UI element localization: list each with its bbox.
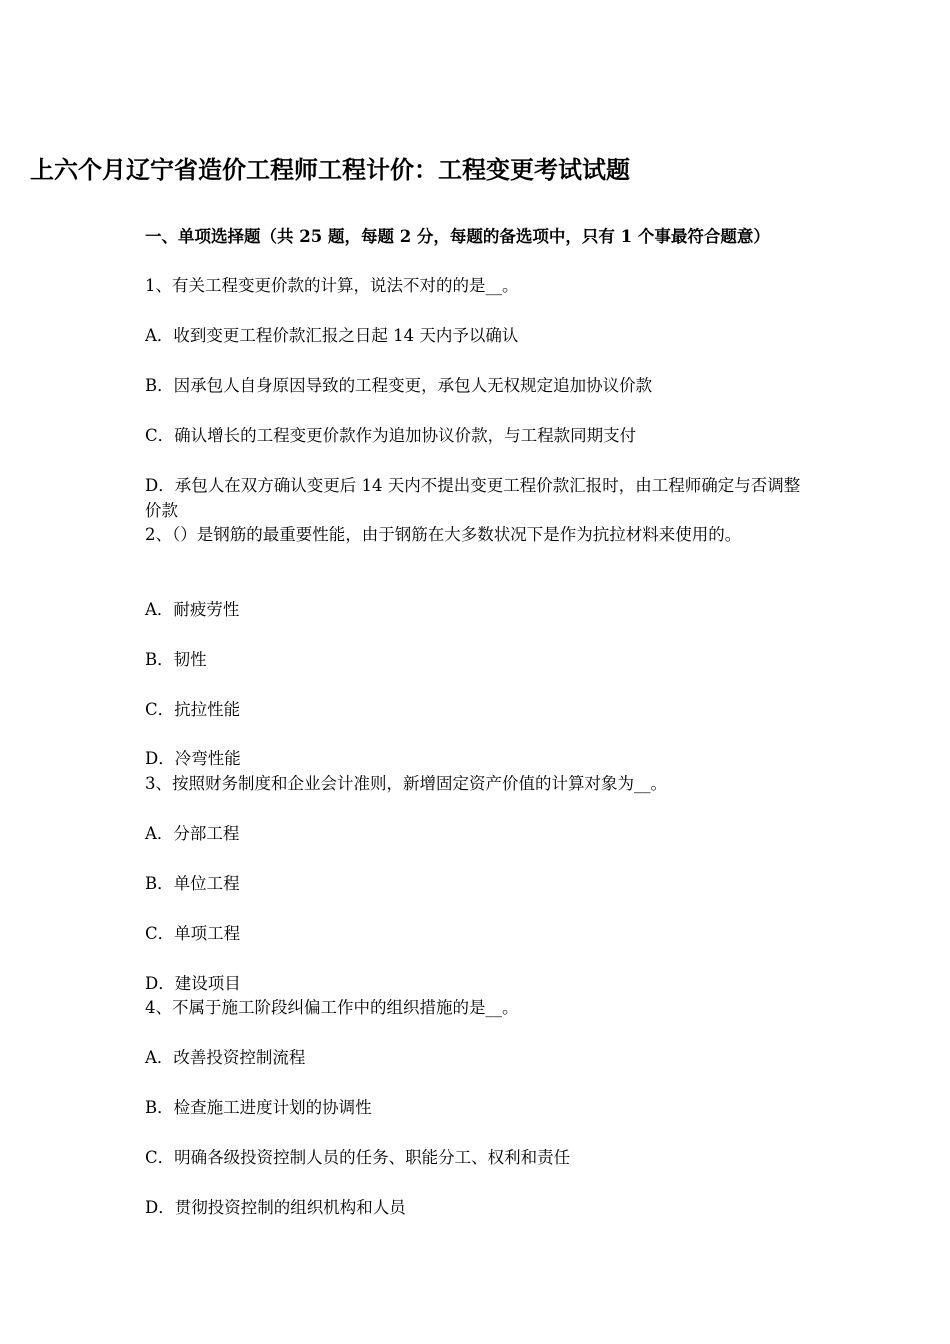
question-4-option-d: D．贯彻投资控制的组织机构和人员: [145, 1198, 406, 1217]
question-1: [145, 273, 810, 298]
question-1-option-b: B．因承包人自身原因导致的工程变更，承包人无权规定追加协议价款: [145, 376, 653, 395]
question-2-option-c: C．抗拉性能: [145, 700, 241, 719]
question-3-option-b: B．单位工程: [145, 874, 240, 893]
question-1-option-a: A．收到变更工程价款汇报之日起 14 天内予以确认: [145, 326, 519, 345]
question-3-option-a: A．分部工程: [145, 824, 240, 843]
question-3-option-c: C．单项工程: [145, 924, 241, 943]
question-stem: 1、有关工程变更价款的计算，说法不对的的是__。: [145, 276, 519, 295]
question-4-option-a: A．改善投资控制流程: [145, 1048, 306, 1067]
question-2-stem: 2、（）是钢筋的最重要性能，由于钢筋在大多数状况下是作为抗拉材料来使用的。: [145, 525, 742, 544]
section-heading: 一、单项选择题（共 25 题，每题 2 分，每题的备选项中，只有 1 个事最符合题意）: [145, 227, 770, 246]
question-3-stem: 3、按照财务制度和企业会计准则，新增固定资产价值的计算对象为__。: [145, 774, 667, 793]
question-2-option-a: A．耐疲劳性: [145, 600, 240, 619]
question-3-option-d: D．建设项目: [145, 974, 241, 993]
question-4-stem: 4、不属于施工阶段纠偏工作中的组织措施的是__。: [145, 998, 519, 1017]
question-1-option-c: C．确认增长的工程变更价款作为追加协议价款，与工程款同期支付: [145, 426, 637, 445]
page-title: 上六个月辽宁省造价工程师工程计价：工程变更考试试题: [30, 155, 630, 184]
question-1-option-d: D．承包人在双方确认变更后 14 天内不提出变更工程价款汇报时，由工程师确定与否调整价款: [145, 476, 801, 520]
question-4-option-b: B．检查施工进度计划的协调性: [145, 1098, 372, 1117]
question-2-option-b: B．韧性: [145, 650, 207, 669]
question-4-option-c: C．明确各级投资控制人员的任务、职能分工、权利和责任: [145, 1148, 571, 1167]
question-2-option-d: D．冷弯性能: [145, 749, 241, 768]
